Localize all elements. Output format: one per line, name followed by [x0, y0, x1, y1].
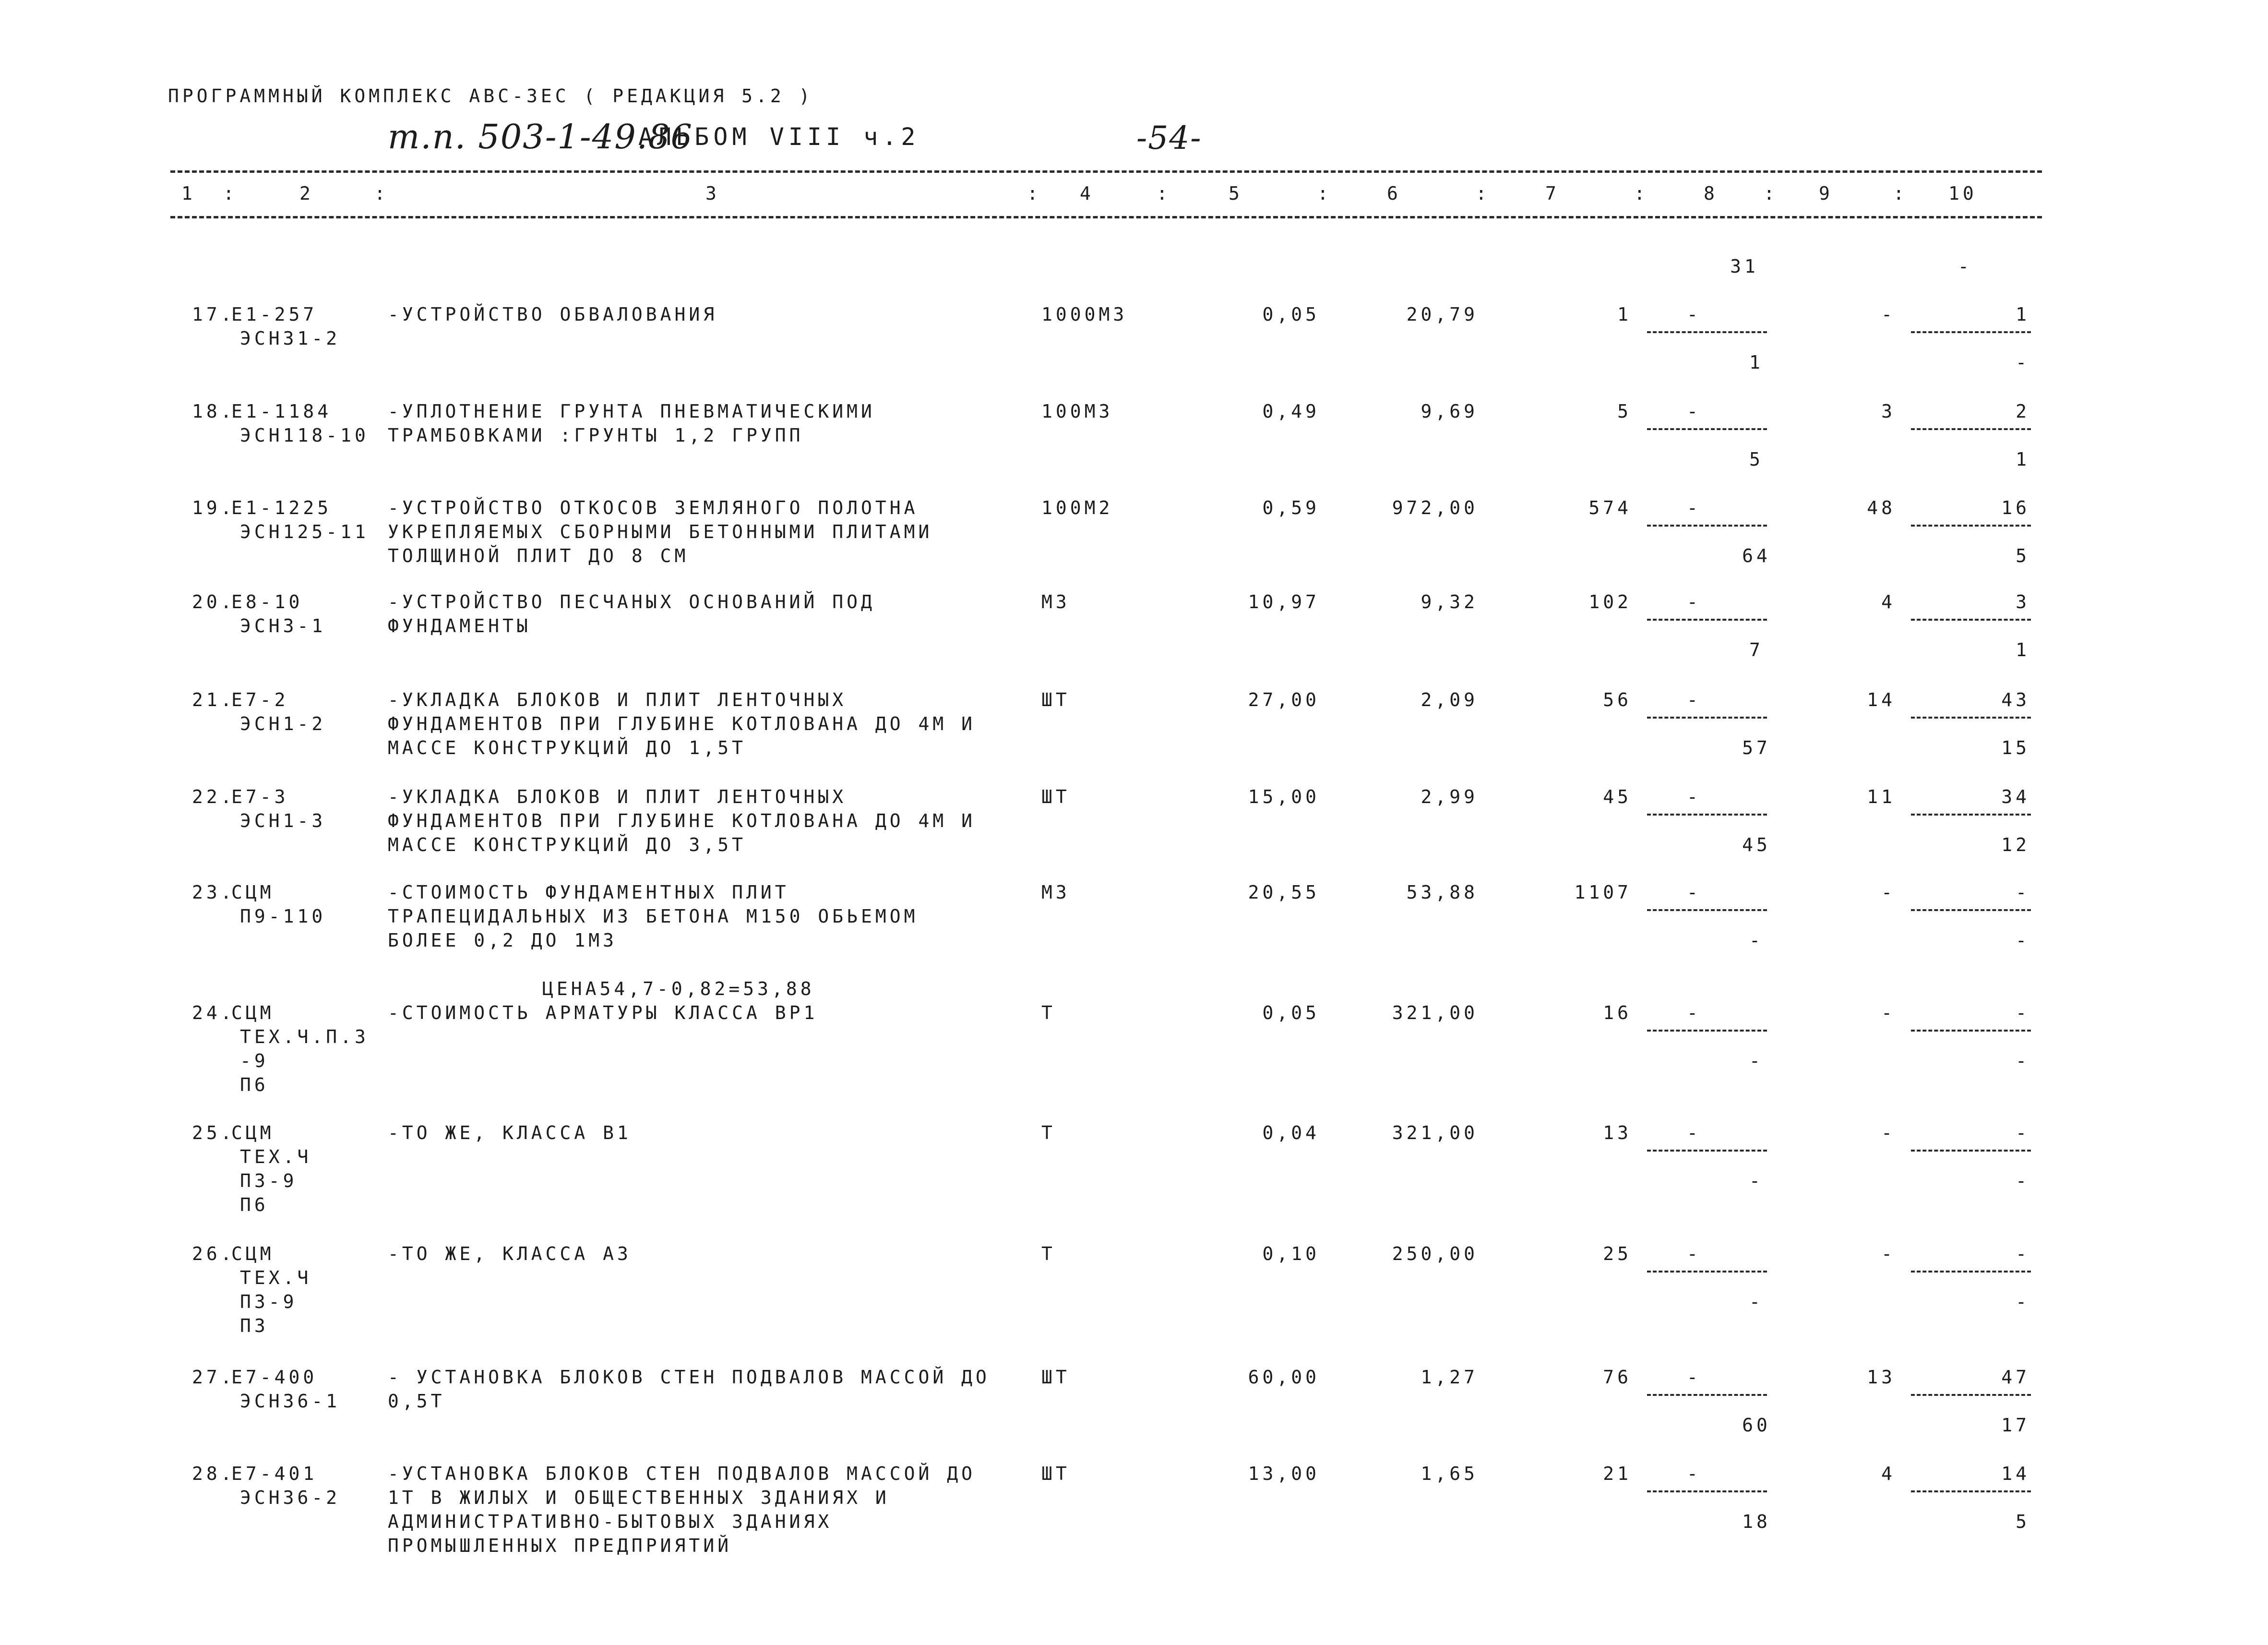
col8-upper: - — [1687, 689, 1701, 710]
col8-upper: - — [1687, 882, 1701, 903]
column-number: 6 — [1387, 183, 1401, 204]
row-description: 0,5Т — [388, 1391, 445, 1412]
row-code: Е1-1184 — [231, 401, 332, 422]
row-code: Е8-10 — [231, 591, 303, 612]
col8-lower: - — [1749, 1170, 1764, 1191]
col9-value: 3 — [1881, 401, 1896, 422]
row-quantity: 27,00 — [1248, 689, 1320, 710]
row-number: 19. — [192, 497, 235, 518]
row-unit-price: 321,00 — [1392, 1002, 1478, 1023]
row-unit: ШТ — [1041, 786, 1070, 807]
col9-value: - — [1881, 882, 1896, 903]
album-label: АЛЬБОМ VIII ч.2 — [638, 123, 920, 151]
column-number: 4 — [1080, 183, 1094, 204]
row-unit: Т — [1041, 1002, 1056, 1023]
row-unit-price: 321,00 — [1392, 1122, 1478, 1143]
row-number: 20. — [192, 591, 235, 612]
row-unit-price: 2,99 — [1420, 786, 1478, 807]
column-separator: : — [1634, 183, 1648, 204]
col10-fraction-line — [1911, 1030, 2031, 1032]
col8-upper: - — [1687, 1367, 1701, 1388]
col10-lower: 5 — [2016, 545, 2030, 566]
row-code: Е1-1225 — [231, 497, 332, 518]
col10-fraction-line — [1911, 619, 2031, 621]
row-description: -УСТРОЙСТВО ПЕСЧАНЫХ ОСНОВАНИЙ ПОД — [388, 591, 875, 612]
col8-upper: - — [1687, 786, 1701, 807]
col9-value: 13 — [1867, 1367, 1896, 1388]
row-code: Е7-3 — [231, 786, 289, 807]
col8-lower: 18 — [1742, 1511, 1771, 1532]
col10-lower: - — [2016, 1170, 2030, 1191]
row-code: П6 — [240, 1074, 269, 1095]
col10-lower: - — [2016, 930, 2030, 951]
col8-fraction-line — [1647, 619, 1767, 621]
row-unit: М3 — [1041, 882, 1070, 903]
row-description: -УСТРОЙСТВО ОТКОСОВ ЗЕМЛЯНОГО ПОЛОТНА — [388, 497, 919, 518]
row-unit-price: 1,65 — [1420, 1463, 1478, 1484]
page-number: -54- — [1136, 120, 1202, 156]
col10-lower: 15 — [2001, 737, 2030, 758]
row-description: -ТО ЖЕ, КЛАССА А3 — [388, 1243, 632, 1264]
col8-lower: - — [1749, 1291, 1764, 1312]
row-quantity: 0,10 — [1262, 1243, 1320, 1264]
row-description: ТРАПЕЦИДАЛЬНЫХ ИЗ БЕТОНА М150 ОБЬЕМОМ — [388, 906, 919, 927]
row-total: 13 — [1603, 1122, 1632, 1143]
row-code: ЭСН36-2 — [240, 1487, 341, 1508]
column-number: 5 — [1229, 183, 1243, 204]
row-code: П6 — [240, 1194, 269, 1215]
row-unit-price: 2,09 — [1420, 689, 1478, 710]
col10-upper: 16 — [2001, 497, 2030, 518]
col10-upper: 1 — [2016, 304, 2030, 325]
col10-upper: 47 — [2001, 1367, 2030, 1388]
col10-lower: 1 — [2016, 449, 2030, 470]
row-quantity: 0,04 — [1262, 1122, 1320, 1143]
col10-fraction-line — [1911, 909, 2031, 911]
col8-fraction-line — [1647, 1394, 1767, 1396]
col8-fraction-line — [1647, 717, 1767, 719]
row-code: ЭСН118-10 — [240, 425, 369, 446]
row-description: -УКЛАДКА БЛОКОВ И ПЛИТ ЛЕНТОЧНЫХ — [388, 689, 847, 710]
row-unit: Т — [1041, 1243, 1056, 1264]
row-description: ТОЛЩИНОЙ ПЛИТ ДО 8 СМ — [388, 545, 689, 566]
row-unit: ШТ — [1041, 689, 1070, 710]
column-number: 10 — [1948, 183, 1977, 204]
col10-lower: 17 — [2001, 1415, 2030, 1436]
row-total: 574 — [1588, 497, 1632, 518]
col10-lower: 1 — [2016, 639, 2030, 660]
col10-fraction-line — [1911, 525, 2031, 527]
row-total: 21 — [1603, 1463, 1632, 1484]
price-note: ЦЕНА54,7-0,82=53,88 — [542, 978, 815, 999]
col10-fraction-line — [1911, 1490, 2031, 1492]
column-number: 2 — [299, 183, 314, 204]
row-code: ТЕХ.Ч — [240, 1146, 312, 1167]
column-number: 3 — [705, 183, 720, 204]
row-unit: 100М2 — [1041, 497, 1113, 518]
col10-fraction-line — [1911, 717, 2031, 719]
row-code: П3 — [240, 1315, 269, 1336]
col8-lower: - — [1749, 930, 1764, 951]
column-separator: : — [1764, 183, 1778, 204]
row-description: ТРАМБОВКАМИ :ГРУНТЫ 1,2 ГРУПП — [388, 425, 804, 446]
col8-upper: - — [1687, 1243, 1701, 1264]
col8-fraction-line — [1647, 1030, 1767, 1032]
row-number: 26. — [192, 1243, 235, 1264]
col8-lower: 64 — [1742, 545, 1771, 566]
col10-upper: - — [2016, 1243, 2030, 1264]
row-total: 25 — [1603, 1243, 1632, 1264]
row-code: ЭСН125-11 — [240, 521, 369, 542]
row-number: 25. — [192, 1122, 235, 1143]
col8-upper: - — [1687, 1122, 1701, 1143]
row-unit: ШТ — [1041, 1367, 1070, 1388]
col10-lower: - — [2016, 1291, 2030, 1312]
row-number: 17. — [192, 304, 235, 325]
col8-fraction-line — [1647, 525, 1767, 527]
col9-value: 4 — [1881, 1463, 1896, 1484]
col8-upper: - — [1687, 1463, 1701, 1484]
carry-col8: 31 — [1730, 256, 1759, 277]
col10-lower: - — [2016, 1050, 2030, 1071]
row-quantity: 60,00 — [1248, 1367, 1320, 1388]
row-description: -ТО ЖЕ, КЛАССА В1 — [388, 1122, 632, 1143]
row-unit: 100М3 — [1041, 401, 1113, 422]
row-unit-price: 250,00 — [1392, 1243, 1478, 1264]
col10-fraction-line — [1911, 1150, 2031, 1152]
row-total: 16 — [1603, 1002, 1632, 1023]
row-description: ПРОМЫШЛЕННЫХ ПРЕДПРИЯТИЙ — [388, 1535, 732, 1556]
row-code: СЦМ — [231, 882, 275, 903]
row-total: 1 — [1617, 304, 1632, 325]
col8-fraction-line — [1647, 428, 1767, 430]
col8-lower: - — [1749, 1050, 1764, 1071]
col10-upper: - — [2016, 1122, 2030, 1143]
col9-value: - — [1881, 1002, 1896, 1023]
row-number: 27. — [192, 1367, 235, 1388]
col10-lower: 5 — [2016, 1511, 2030, 1532]
col10-upper: - — [2016, 1002, 2030, 1023]
col9-value: 14 — [1867, 689, 1896, 710]
row-code: Е7-2 — [231, 689, 289, 710]
col8-fraction-line — [1647, 909, 1767, 911]
row-code: П3-9 — [240, 1291, 298, 1312]
row-unit-price: 1,27 — [1420, 1367, 1478, 1388]
row-description: МАССЕ КОНСТРУКЦИЙ ДО 3,5Т — [388, 834, 746, 855]
row-code: СЦМ — [231, 1002, 275, 1023]
col10-upper: 3 — [2016, 591, 2030, 612]
row-description: -СТОИМОСТЬ ФУНДАМЕНТНЫХ ПЛИТ — [388, 882, 789, 903]
col8-upper: - — [1687, 401, 1701, 422]
row-number: 18. — [192, 401, 235, 422]
row-code: ЭСН36-1 — [240, 1391, 341, 1412]
row-description: МАССЕ КОНСТРУКЦИЙ ДО 1,5Т — [388, 737, 746, 758]
header-top-rule — [170, 170, 2042, 173]
col10-fraction-line — [1911, 814, 2031, 816]
row-unit-price: 9,69 — [1420, 401, 1478, 422]
row-quantity: 10,97 — [1248, 591, 1320, 612]
row-unit-price: 53,88 — [1406, 882, 1478, 903]
row-quantity: 0,05 — [1262, 1002, 1320, 1023]
column-number: 8 — [1704, 183, 1718, 204]
col9-value: - — [1881, 1243, 1896, 1264]
col10-lower: 12 — [2001, 834, 2030, 855]
row-code: СЦМ — [231, 1122, 275, 1143]
row-code: П9-110 — [240, 906, 326, 927]
row-unit-price: 972,00 — [1392, 497, 1478, 518]
col8-lower: 7 — [1749, 639, 1764, 660]
column-number: 9 — [1819, 183, 1833, 204]
row-code: Е1-257 — [231, 304, 318, 325]
col8-upper: - — [1687, 497, 1701, 518]
row-number: 28. — [192, 1463, 235, 1484]
column-separator: : — [1157, 183, 1171, 204]
col8-lower: 57 — [1742, 737, 1771, 758]
col10-upper: 34 — [2001, 786, 2030, 807]
row-unit-price: 20,79 — [1406, 304, 1478, 325]
col9-value: 4 — [1881, 591, 1896, 612]
row-number: 23. — [192, 882, 235, 903]
row-code: ЭСН3-1 — [240, 615, 326, 636]
col10-upper: 14 — [2001, 1463, 2030, 1484]
row-code: ТЕХ.Ч.П.3 — [240, 1026, 369, 1047]
row-total: 5 — [1617, 401, 1632, 422]
col10-upper: - — [2016, 882, 2030, 903]
col8-lower: 60 — [1742, 1415, 1771, 1436]
col9-value: 48 — [1867, 497, 1896, 518]
row-code: -9 — [240, 1050, 269, 1071]
row-code: П3-9 — [240, 1170, 298, 1191]
col8-fraction-line — [1647, 1490, 1767, 1492]
handwritten-title: т.п. 503-1-49.86 — [388, 117, 693, 156]
row-description: -СТОИМОСТЬ АРМАТУРЫ КЛАССА ВР1 — [388, 1002, 818, 1023]
row-quantity: 0,49 — [1262, 401, 1320, 422]
row-description: -УСТАНОВКА БЛОКОВ СТЕН ПОДВАЛОВ МАССОЙ ДО — [388, 1463, 976, 1484]
row-quantity: 13,00 — [1248, 1463, 1320, 1484]
row-number: 22. — [192, 786, 235, 807]
column-separator: : — [374, 183, 389, 204]
col8-upper: - — [1687, 1002, 1701, 1023]
col8-fraction-line — [1647, 1271, 1767, 1273]
row-code: СЦМ — [231, 1243, 275, 1264]
column-separator: : — [1476, 183, 1490, 204]
row-unit-price: 9,32 — [1420, 591, 1478, 612]
row-quantity: 20,55 — [1248, 882, 1320, 903]
column-separator: : — [223, 183, 238, 204]
row-description: -УКЛАДКА БЛОКОВ И ПЛИТ ЛЕНТОЧНЫХ — [388, 786, 847, 807]
row-unit: М3 — [1041, 591, 1070, 612]
col10-lower: - — [2016, 352, 2030, 373]
row-number: 21. — [192, 689, 235, 710]
row-code: Е7-400 — [231, 1367, 318, 1388]
column-number: 1 — [181, 183, 196, 204]
col8-lower: 45 — [1742, 834, 1771, 855]
row-description: БОЛЕЕ 0,2 ДО 1М3 — [388, 930, 618, 951]
row-code: ЭСН1-3 — [240, 810, 326, 831]
col9-value: - — [1881, 304, 1896, 325]
row-unit: 1000М3 — [1041, 304, 1128, 325]
col10-fraction-line — [1911, 1271, 2031, 1273]
col10-fraction-line — [1911, 428, 2031, 430]
row-unit: Т — [1041, 1122, 1056, 1143]
program-line: ПРОГРАММНЫЙ КОМПЛЕКС АВС-ЗЕС ( РЕДАКЦИЯ 5.2 ) — [168, 85, 813, 107]
col8-lower: 5 — [1749, 449, 1764, 470]
row-quantity: 0,05 — [1262, 304, 1320, 325]
row-code: ЭСН31-2 — [240, 328, 341, 349]
header-bottom-rule — [170, 216, 2042, 218]
row-code: ТЕХ.Ч — [240, 1267, 312, 1288]
row-description: 1Т В ЖИЛЫХ И ОБЩЕСТВЕННЫХ ЗДАНИЯХ И — [388, 1487, 890, 1508]
column-separator: : — [1893, 183, 1908, 204]
row-total: 102 — [1588, 591, 1632, 612]
row-total: 76 — [1603, 1367, 1632, 1388]
col8-upper: - — [1687, 304, 1701, 325]
col10-upper: 43 — [2001, 689, 2030, 710]
row-code: Е7-401 — [231, 1463, 318, 1484]
row-description: ФУНДАМЕНТЫ — [388, 615, 531, 636]
row-total: 56 — [1603, 689, 1632, 710]
row-code: ЭСН1-2 — [240, 713, 326, 734]
row-description: - УСТАНОВКА БЛОКОВ СТЕН ПОДВАЛОВ МАССОЙ ДО — [388, 1367, 990, 1388]
col10-fraction-line — [1911, 1394, 2031, 1396]
row-unit: ШТ — [1041, 1463, 1070, 1484]
row-description: АДМИНИСТРАТИВНО-БЫТОВЫХ ЗДАНИЯХ — [388, 1511, 833, 1532]
row-description: УКРЕПЛЯЕМЫХ СБОРНЫМИ БЕТОННЫМИ ПЛИТАМИ — [388, 521, 933, 542]
row-description: ФУНДАМЕНТОВ ПРИ ГЛУБИНЕ КОТЛОВАНА ДО 4М И — [388, 810, 976, 831]
row-description: -УПЛОТНЕНИЕ ГРУНТА ПНЕВМАТИЧЕСКИМИ — [388, 401, 875, 422]
row-quantity: 0,59 — [1262, 497, 1320, 518]
col9-value: 11 — [1867, 786, 1896, 807]
column-separator: : — [1027, 183, 1041, 204]
col8-fraction-line — [1647, 814, 1767, 816]
row-description: -УСТРОЙСТВО ОБВАЛОВАНИЯ — [388, 304, 718, 325]
col8-lower: 1 — [1749, 352, 1764, 373]
column-number: 7 — [1545, 183, 1560, 204]
col8-fraction-line — [1647, 1150, 1767, 1152]
col9-value: - — [1881, 1122, 1896, 1143]
row-description: ФУНДАМЕНТОВ ПРИ ГЛУБИНЕ КОТЛОВАНА ДО 4М И — [388, 713, 976, 734]
carry-col10: - — [1958, 256, 1972, 277]
row-number: 24. — [192, 1002, 235, 1023]
row-total: 45 — [1603, 786, 1632, 807]
col8-upper: - — [1687, 591, 1701, 612]
column-separator: : — [1317, 183, 1332, 204]
row-total: 1107 — [1574, 882, 1632, 903]
row-quantity: 15,00 — [1248, 786, 1320, 807]
col10-fraction-line — [1911, 331, 2031, 333]
col10-upper: 2 — [2016, 401, 2030, 422]
col8-fraction-line — [1647, 331, 1767, 333]
